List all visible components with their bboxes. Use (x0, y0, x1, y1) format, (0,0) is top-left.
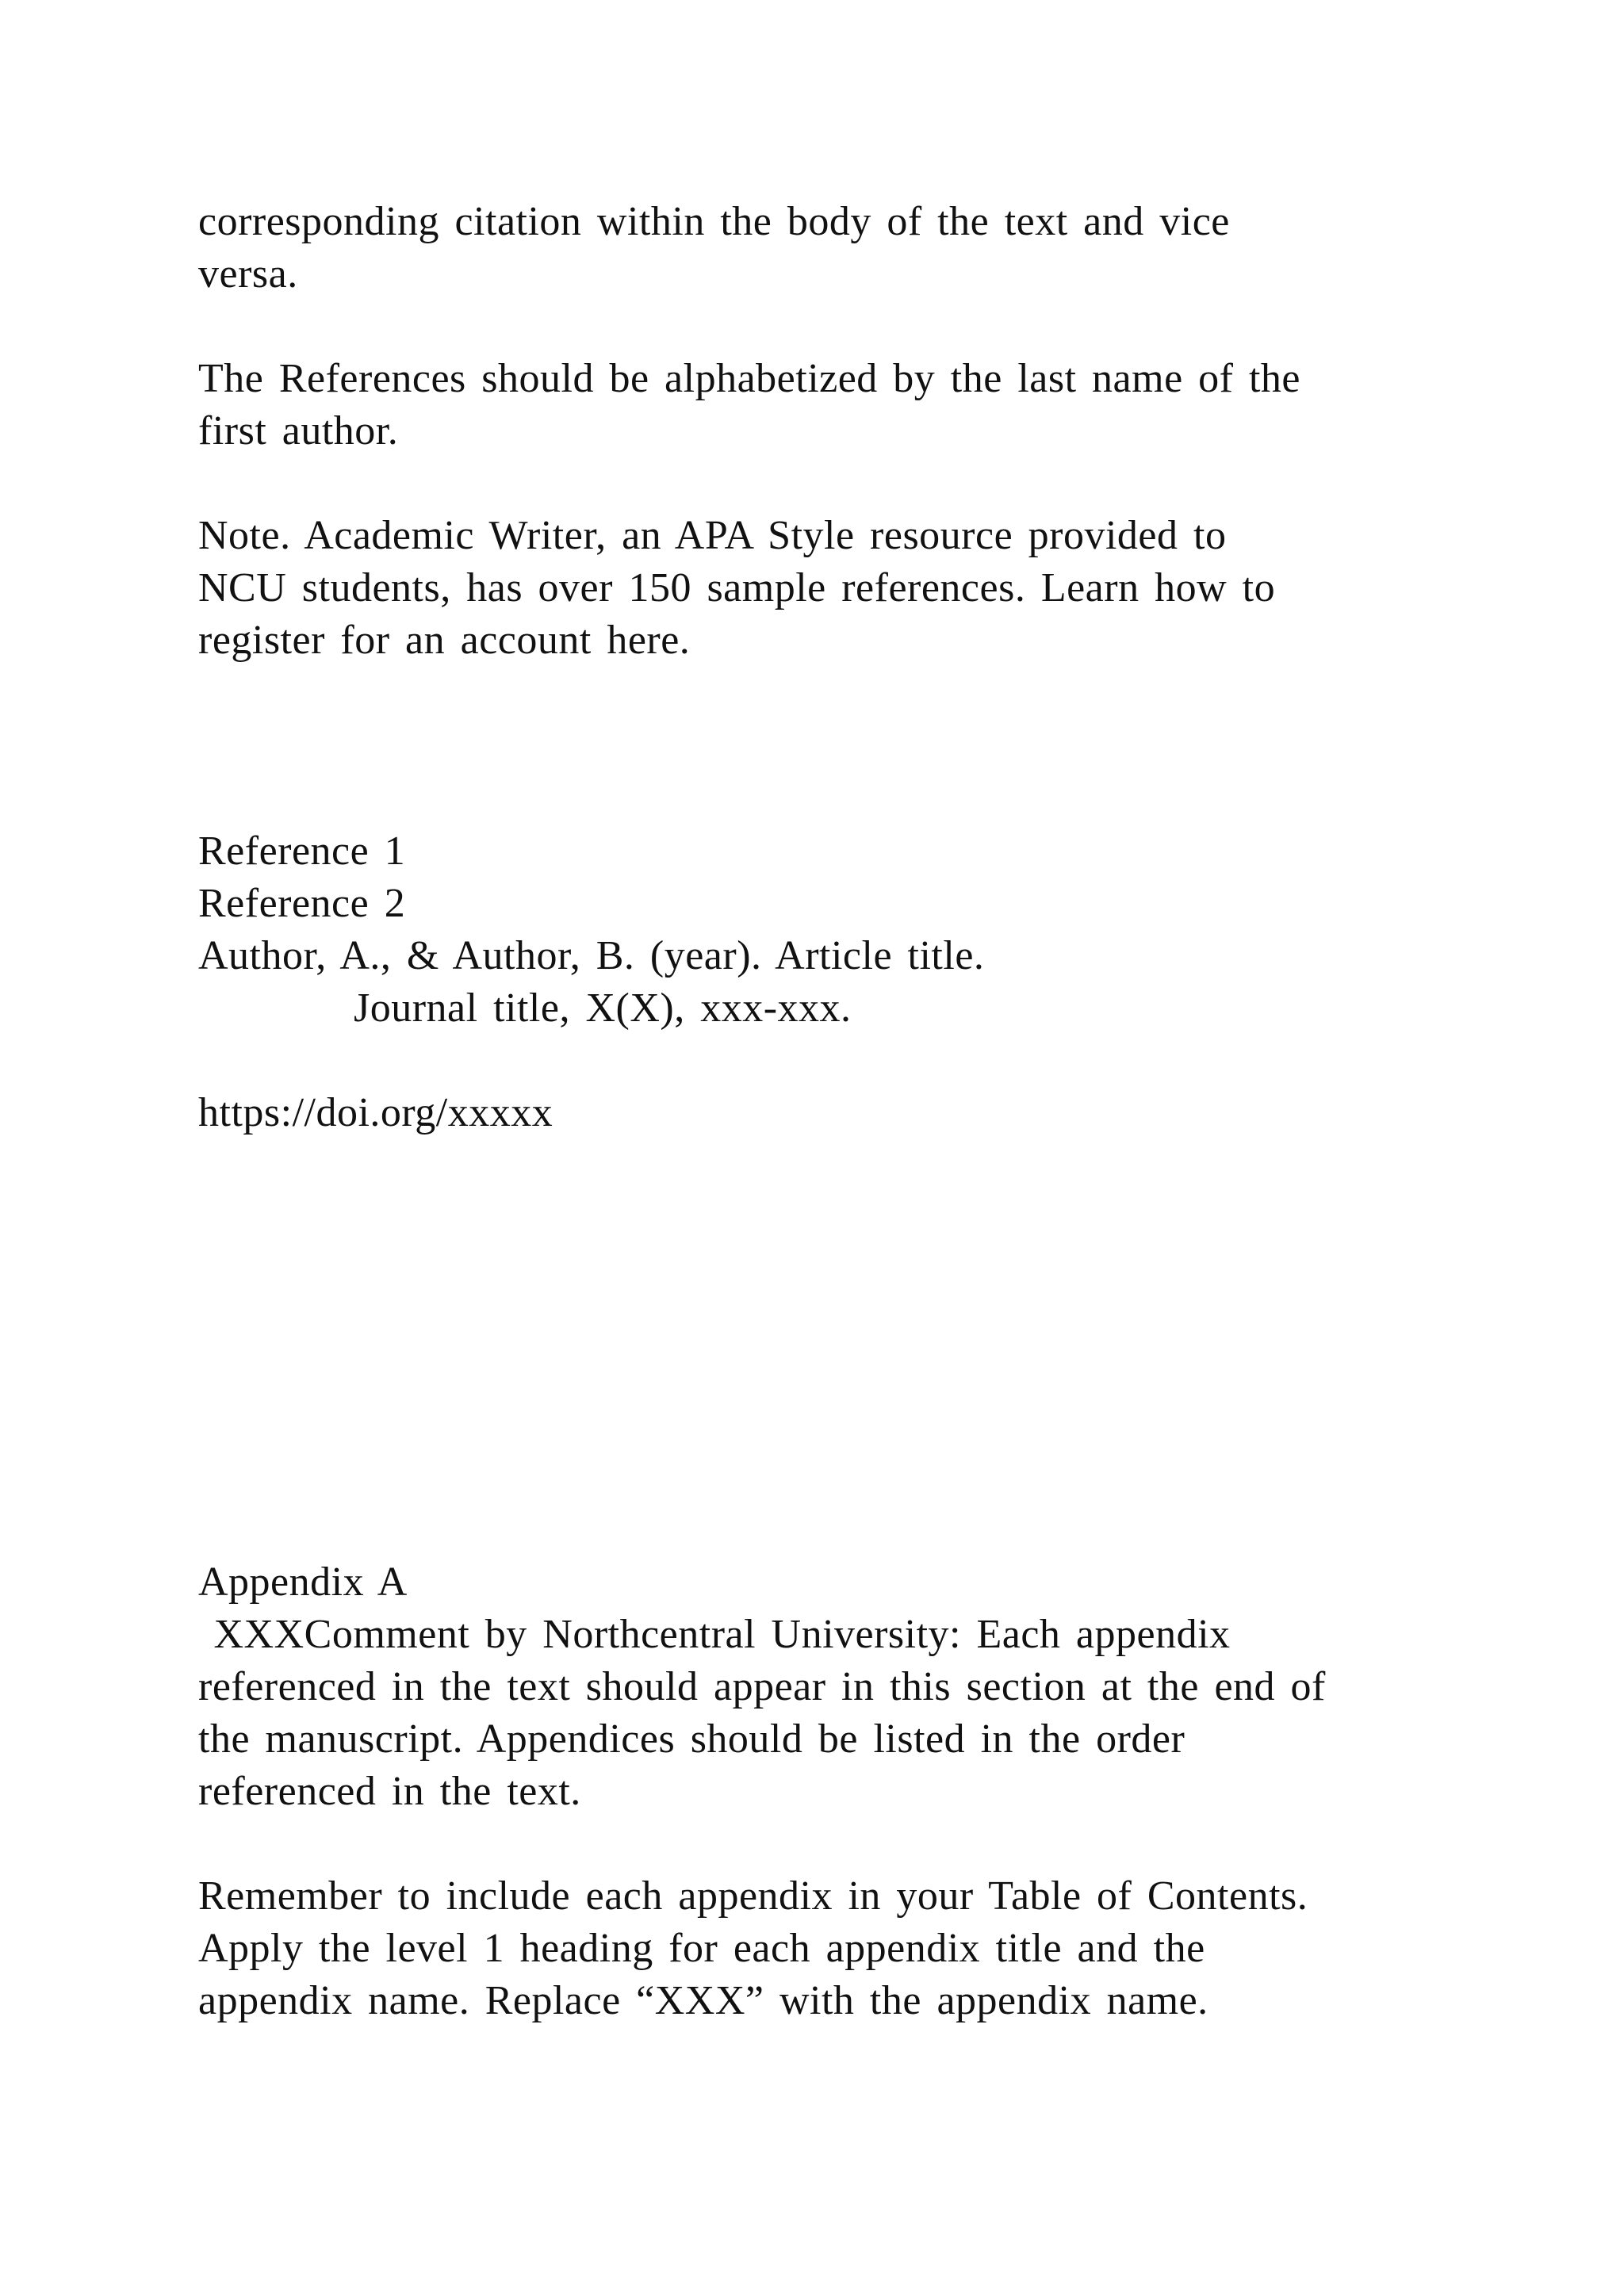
reference-item-2: Reference 2 (198, 881, 406, 926)
reference-item-1: Reference 1 (198, 828, 406, 874)
appendix-reminder-line-2: Apply the level 1 heading for each appendix title and the (198, 1926, 1205, 1971)
reference-example-line-1: Author, A., & Author, B. (year). Article title. (198, 933, 985, 978)
appendix-heading: Appendix A (198, 1559, 408, 1605)
appendix-comment-line-2: referenced in the text should appear in this section at the end of (198, 1664, 1326, 1709)
appendix-reminder-line-3: appendix name. Replace “XXX” with the appendix name. (198, 1978, 1208, 2023)
alphabetize-note-line-2: first author. (198, 408, 399, 453)
academic-writer-note-line-1: Note. Academic Writer, an APA Style resource provided to (198, 513, 1227, 558)
appendix-comment-line-3: the manuscript. Appendices should be listed in the order (198, 1716, 1185, 1762)
appendix-reminder-line-1: Remember to include each appendix in your Table of Contents. (198, 1873, 1308, 1919)
academic-writer-note-line-2: NCU students, has over 150 sample references. Learn how to (198, 565, 1276, 610)
references-intro-line-2: versa. (198, 251, 298, 297)
appendix-comment-line-4: referenced in the text. (198, 1769, 581, 1814)
reference-doi-link[interactable]: https://doi.org/xxxxx (198, 1090, 553, 1135)
alphabetize-note-line-1: The References should be alphabetized by the last name of the (198, 356, 1300, 401)
appendix-comment-line-1: XXXComment by Northcentral University: Each appendix (198, 1612, 1231, 1657)
references-intro-line-1: corresponding citation within the body of the text and vice (198, 199, 1230, 244)
reference-example-line-2: Journal title, X(X), xxx-xxx. (354, 985, 852, 1031)
academic-writer-note-line-3: register for an account here. (198, 618, 691, 663)
